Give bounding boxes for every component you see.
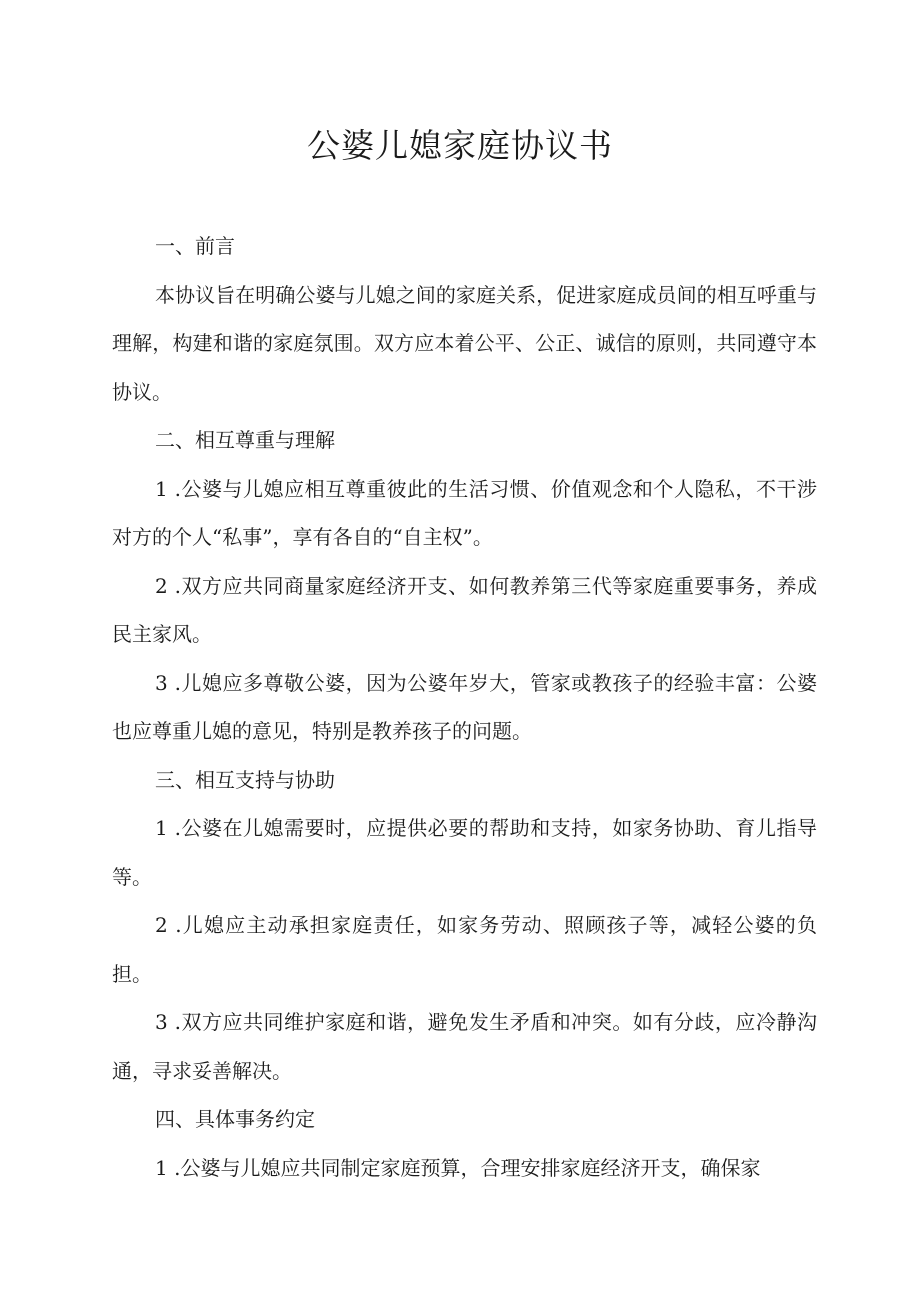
paragraph-respect-2: 2 .双方应共同商量家庭经济开支、如何教养第三代等家庭重要事务，养成民主家风。 xyxy=(112,573,817,646)
document-title: 公婆儿媳家庭协议书 xyxy=(307,126,613,165)
section-heading-support: 三、相互支持与协助 xyxy=(155,767,335,792)
paragraph-respect-3: 3 .儿媳应多尊敬公婆，因为公婆年岁大，管家或教孩子的经验丰富：公婆也应尊重儿媳的意见，特别是教养孩子的问题。 xyxy=(112,670,817,743)
document-body xyxy=(112,222,817,1192)
paragraph-support-3: 3 .双方应共同维护家庭和谐，避免发生矛盾和冲突。如有分歧，应冷静沟通，寻求妥善解决。 xyxy=(112,1010,817,1083)
paragraph-preface: 本协议旨在明确公婆与儿媳之间的家庭关系，促进家庭成员间的相互呼重与理解，构建和谐的家庭氛围。双方应本着公平、公正、诚信的原则，共同遵守本协议。 xyxy=(112,282,817,404)
section-heading-respect: 二、相互尊重与理解 xyxy=(155,428,335,452)
section-heading-preface: 一、前言 xyxy=(155,234,235,258)
section-heading-affairs: 四、具体事务约定 xyxy=(155,1107,315,1131)
paragraph-respect-1: 1 .公婆与儿媳应相互尊重彼此的生活习惯、价值观念和个人隐私，不干涉对方的个人“私事”，享有各自的“自主权”。 xyxy=(112,476,817,549)
paragraph-support-2: 2 .儿媳应主动承担家庭责任，如家务劳动、照顾孩子等，减轻公婆的负担。 xyxy=(112,913,817,986)
paragraph-support-1: 1 .公婆在儿媳需要时，应提供必要的帮助和支持，如家务协助、育儿指导等。 xyxy=(112,816,817,889)
paragraph-affairs-1: 1 .公婆与儿媳应共同制定家庭预算，合理安排家庭经济开支，确保家 xyxy=(155,1155,761,1180)
